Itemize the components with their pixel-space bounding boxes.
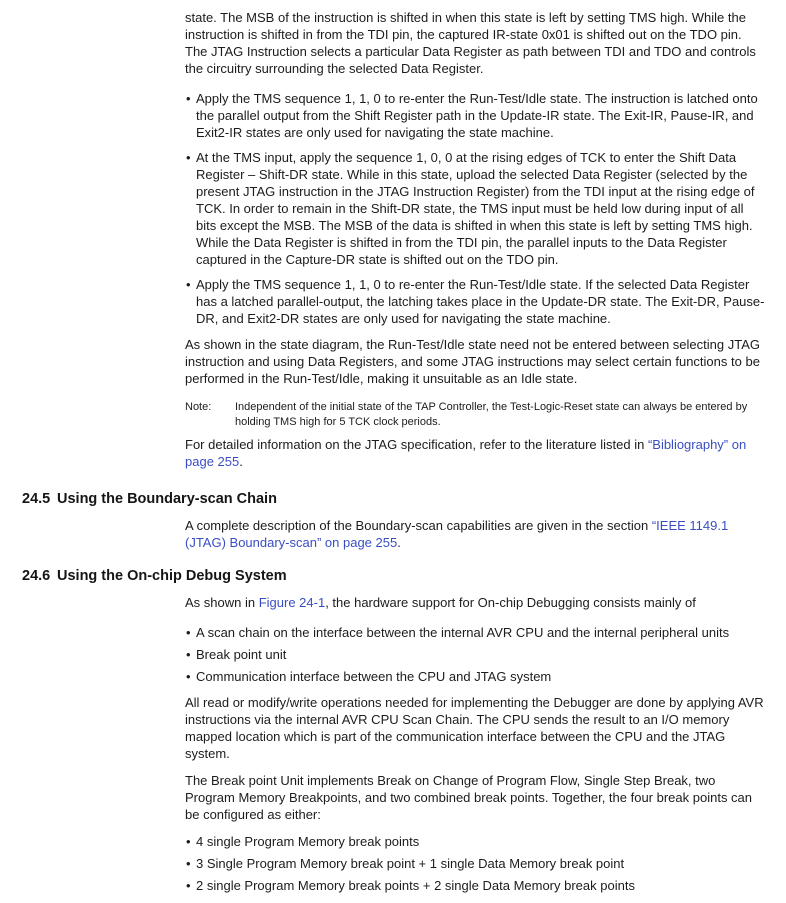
section-number: 24.6 xyxy=(22,568,51,584)
breakpoint-config-bullet-list xyxy=(185,833,765,894)
bullet-item: • At the TMS input, apply the sequence 1, 0, 0 at the rising edges of TCK to enter the Shift Data Register – Shift-DR state. While in this state, upload the selected Data Register (selected by the present JTAG instruction in the JTAG Instruction Register) from the TDI input at the rising edge of TCK. In order to remain in the Shift-DR state, the TMS input must be held low during input of all bits except the MSB. The MSB of the data is shifted in when this state is left by setting TMS high. While the Data Register is shifted in from the TDI pin, the parallel inputs to the Data Register captured in the Capture-DR state is shifted out on the TDO pin. xyxy=(196,149,765,268)
body-paragraph-continuation: state. The MSB of the instruction is shifted in when this state is left by setting TMS high. While the instruction is shifted in from the TDI pin, the captured IR-state 0x01 is shifted out on the TDO pin. The JTAG Instruction selects a particular Data Register as path between TDI and TDO and controls the circuitry surrounding the selected Data Register. xyxy=(185,10,756,76)
section-title: Using the On-chip Debug System xyxy=(57,568,287,584)
bullet-item: • Apply the TMS sequence 1, 1, 0 to re-enter the Run-Test/Idle state. The instruction is latched onto the parallel output from the Shift Register path in the Update-IR state. The Exit-IR, Pause-IR, and Exit2-IR states are only used for navigating the state machine. xyxy=(196,90,765,141)
note-label: Note: xyxy=(185,401,212,413)
paragraph-text: , the hardware support for On-chip Debugging consists mainly of xyxy=(325,595,696,610)
ocd-hardware-bullet-list xyxy=(185,624,765,685)
section-heading-24-5 xyxy=(0,491,786,507)
body-paragraph-breakpoint: The Break point Unit implements Break on Change of Program Flow, Single Step Break, two Program Memory Breakpoints, and two combined break points. Together, the four break points can be configured as either: xyxy=(185,773,753,822)
paragraph-text: . xyxy=(397,535,401,550)
body-paragraph-readwrite: All read or modify/write operations needed for implementing the Debugger are done by applying AVR instructions via the internal AVR CPU Scan Chain. The CPU sends the result to an I/O memory mapped location which is part of the communication interface between the CPU and the JTAG system. xyxy=(185,695,764,761)
paragraph-text: As shown in xyxy=(185,595,259,610)
bullet-item: • Communication interface between the CPU and JTAG system xyxy=(196,668,765,685)
note-text: Independent of the initial state of the TAP Controller, the Test-Logic-Reset state can always be entered by holding TMS high for 5 TCK clock periods. xyxy=(235,401,748,428)
bullet-item: • A scan chain on the interface between the internal AVR CPU and the internal peripheral units xyxy=(196,624,765,641)
section-heading-24-6 xyxy=(0,568,786,584)
link-bibliography[interactable]: “Bibliography” on page 255 xyxy=(185,437,747,469)
body-paragraph-bibliography xyxy=(185,436,765,470)
tms-sequence-bullet-list xyxy=(185,90,765,327)
link-figure-24-1[interactable]: Figure 24-1 xyxy=(258,595,326,610)
body-paragraph-boundary-scan xyxy=(185,517,765,551)
paragraph-text: . xyxy=(239,454,243,469)
bullet-item: • 4 single Program Memory break points xyxy=(196,833,765,850)
bullet-item: • 2 single Program Memory break points + 2 single Data Memory break points xyxy=(196,877,765,894)
body-paragraph-state-diagram: As shown in the state diagram, the Run-Test/Idle state need not be entered between selecting JTAG instruction and using Data Registers, and some JTAG instructions may select certain functions to be performed in the Run-Test/Idle, making it unsuitable as an Idle state. xyxy=(185,337,760,386)
bullet-item: • Break point unit xyxy=(196,646,765,663)
section-number: 24.5 xyxy=(22,491,51,507)
paragraph-text: For detailed information on the JTAG specification, refer to the literature listed in xyxy=(185,437,648,452)
note-block xyxy=(185,400,786,429)
paragraph-text: A complete description of the Boundary-scan capabilities are given in the section xyxy=(185,518,652,533)
bullet-item: • 3 Single Program Memory break point + 1 single Data Memory break point xyxy=(196,855,765,872)
body-paragraph-figure-ref xyxy=(185,594,765,611)
bullet-item: • Apply the TMS sequence 1, 1, 0 to re-enter the Run-Test/Idle state. If the selected Data Register has a latched parallel-output, the latching takes place in the Update-DR state. The Exit-DR, Pause-DR, and Exit2-DR states are only used for navigating the state machine. xyxy=(196,276,765,327)
link-ieee-1149[interactable]: “IEEE 1149.1 (JTAG) Boundary-scan” on page 255 xyxy=(185,518,729,550)
section-title: Using the Boundary-scan Chain xyxy=(57,491,277,507)
